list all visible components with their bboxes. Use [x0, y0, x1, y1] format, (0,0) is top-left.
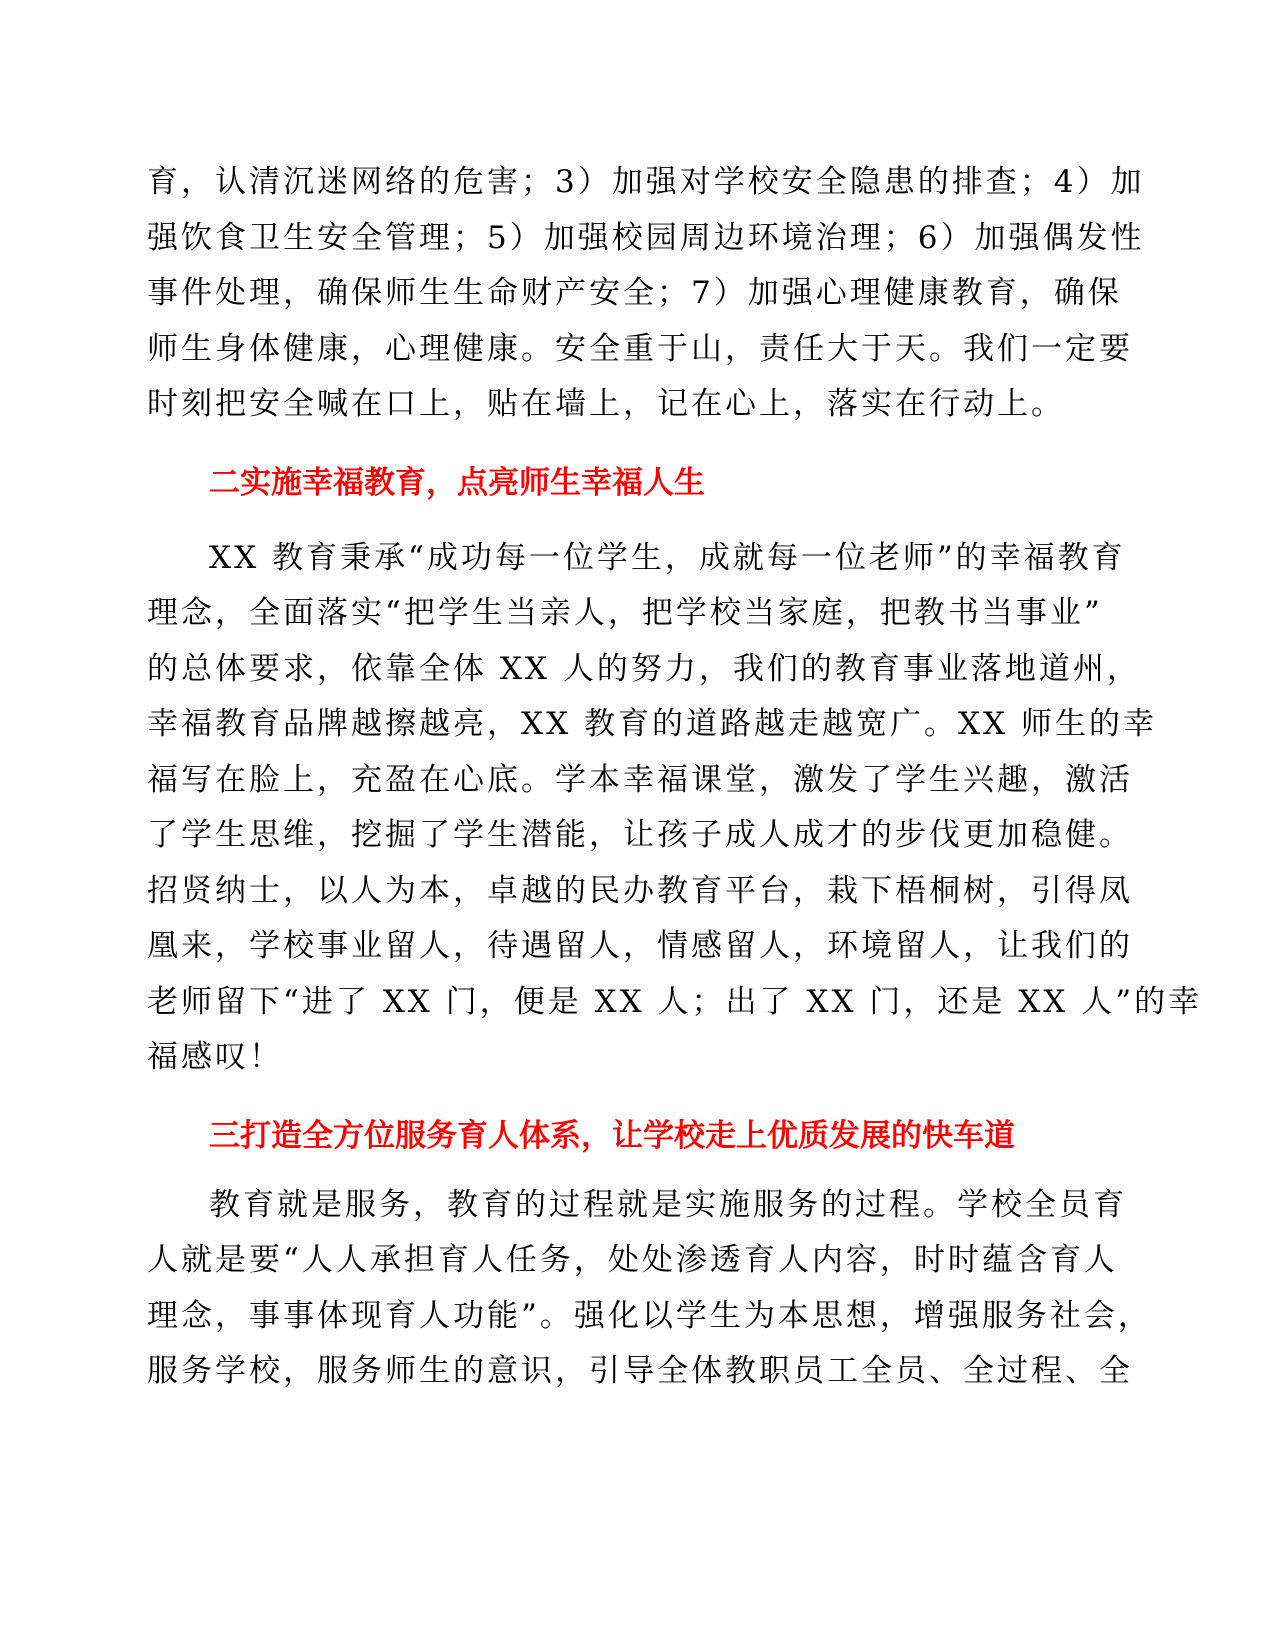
- paragraph-service-system: [147, 1178, 1152, 1400]
- document-body: [147, 155, 1203, 1400]
- paragraph-line: 事件处理，确保师生生命财产安全；7）加强心理健康教育，确保: [147, 275, 1122, 311]
- paragraph-line: 了学生思维，挖掘了学生潜能，让孩子成人成才的步伐更加稳健。: [147, 817, 1133, 853]
- paragraph-line: 强饮食卫生安全管理；5）加强校园周边环境治理；6）加强偶发性: [147, 219, 1145, 256]
- paragraph-line: 凰来，学校事业留人，待遇留人，情感留人，环境留人，让我们的: [147, 928, 1133, 964]
- paragraph-line: XX 教育秉承“成功每一位学生，成就每一位老师”的幸福教育: [209, 539, 1126, 576]
- paragraph-line: 幸福教育品牌越擦越亮，XX 教育的道路越走越宽广。XX 师生的幸: [147, 706, 1157, 742]
- paragraph-line: 的总体要求，依靠全体 XX 人的努力，我们的教育事业落地道州，: [147, 650, 1141, 687]
- paragraph-line: 服务学校，服务师生的意识，引导全体教职员工全员、全过程、全: [147, 1353, 1133, 1389]
- paragraph-line: 老师留下“进了 XX 门，便是 XX 人；出了 XX 门，还是 XX 人”的幸: [147, 983, 1203, 1020]
- paragraph-line: 教育就是服务，教育的过程就是实施服务的过程。学校全员育: [209, 1186, 1127, 1223]
- paragraph-line: 师生身体健康，心理健康。安全重于山，责任大于天。我们一定要: [147, 330, 1133, 367]
- paragraph-line: 人就是要“人人承担育人任务，处处渗透育人内容，时时蕴含育人: [147, 1242, 1118, 1278]
- paragraph-line: 理念，事事体现育人功能”。强化以学生为本思想，增强服务社会，: [147, 1297, 1152, 1334]
- paragraph-happiness-education: [147, 531, 1203, 1086]
- paragraph-safety-measures: [147, 155, 1145, 433]
- paragraph-line: 时刻把安全喊在口上，贴在墙上，记在心上，落实在行动上。: [147, 386, 1065, 422]
- section-heading-happiness-education: 二实施幸福教育，点亮师生幸福人生: [209, 464, 705, 501]
- paragraph-line: 育，认清沉迷网络的危害；3）加强对学校安全隐患的排查；4）加: [147, 164, 1145, 200]
- paragraph-line: 福感叹！: [147, 1039, 283, 1075]
- paragraph-line: 福写在脸上，充盈在心底。学本幸福课堂，激发了学生兴趣，激活: [147, 761, 1133, 798]
- section-heading-service-system: 三打造全方位服务育人体系，让学校走上优质发展的快车道: [209, 1117, 1015, 1154]
- paragraph-line: 理念，全面落实“把学生当亲人，把学校当家庭，把教书当事业”: [147, 595, 1103, 631]
- paragraph-line: 招贤纳士，以人为本，卓越的民办教育平台，栽下梧桐树，引得凤: [147, 872, 1133, 909]
